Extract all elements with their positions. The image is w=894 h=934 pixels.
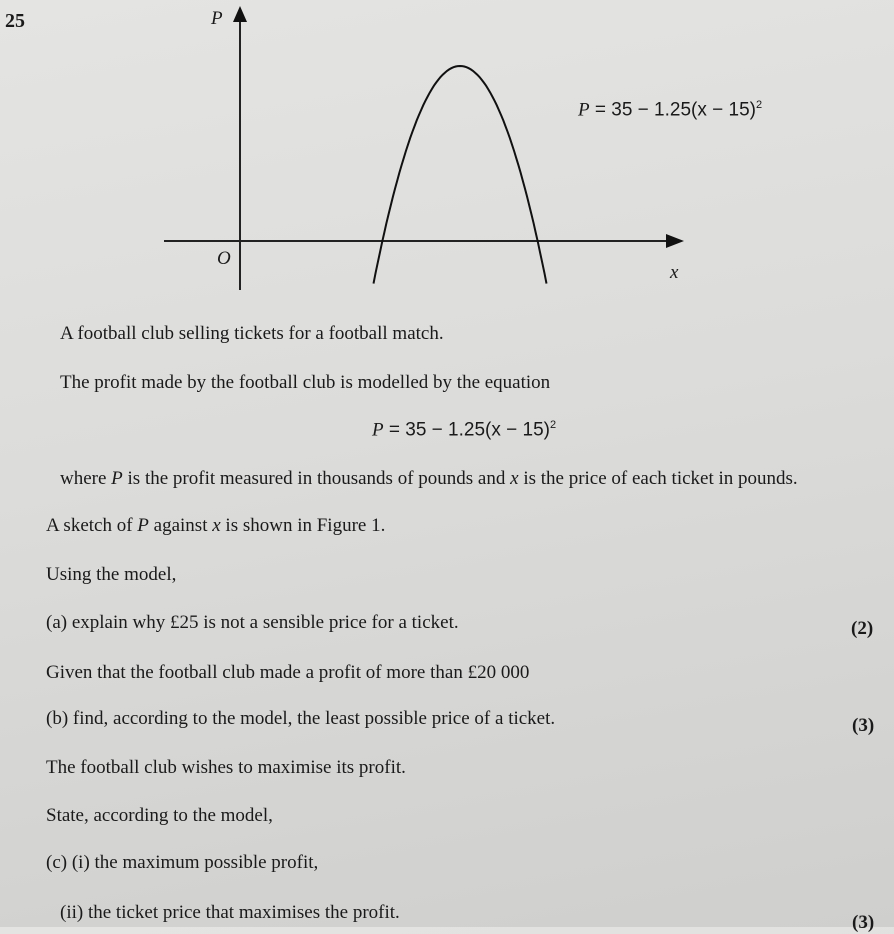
curve-equation-label	[578, 99, 762, 121]
profit-graph	[0, 0, 894, 300]
curve-label-p: P	[578, 99, 590, 121]
state-text: State, according to the model,	[46, 805, 273, 826]
part-b-text: (b) find, according to the model, the least possible price of a ticket.	[46, 708, 556, 729]
figure-1	[0, 0, 894, 300]
profit-sentence: The profit made by the football club is modelled by the equation	[60, 372, 551, 393]
part-c-ii-text: (ii) the ticket price that maximises the profit.	[60, 902, 400, 923]
y-axis-arrow	[233, 6, 247, 22]
part-a-text: (a) explain why £25 is not a sensible price for a ticket.	[46, 612, 459, 633]
equation-rhs: = 35 − 1.25(x − 15)	[388, 419, 550, 441]
curve-label-power: 2	[755, 99, 763, 111]
sketch-var-x: x	[212, 515, 221, 536]
sketch-sentence	[46, 515, 385, 537]
where-part-3: is the price of each ticket in pounds.	[518, 468, 798, 489]
where-sentence	[60, 468, 798, 490]
part-c-marks: (3)	[852, 912, 875, 933]
where-part-1: where	[60, 468, 112, 489]
profit-equation	[372, 419, 556, 441]
sketch-part-2: against	[148, 515, 213, 536]
origin-label: O	[217, 248, 231, 269]
curve-label-rhs: = 35 − 1.25(x − 15)	[594, 99, 756, 121]
part-a-marks: (2)	[851, 618, 874, 639]
x-axis-arrow	[666, 234, 684, 248]
sketch-var-p: P	[137, 515, 149, 536]
x-axis-label: x	[670, 262, 679, 283]
maximise-text: The football club wishes to maximise its profit.	[46, 757, 406, 778]
sketch-part-1: A sketch of	[46, 515, 138, 536]
sketch-part-3: is shown in Figure 1.	[220, 515, 386, 536]
part-b-marks: (3)	[852, 715, 875, 736]
y-axis-label: P	[211, 8, 223, 29]
where-var-p: P	[111, 468, 123, 489]
where-var-x: x	[510, 468, 519, 489]
equation-power: 2	[549, 419, 557, 431]
using-model-text: Using the model,	[46, 564, 177, 585]
intro-text: A football club selling tickets for a football match.	[60, 323, 444, 344]
part-c-i-text: (c) (i) the maximum possible profit,	[46, 852, 319, 873]
profit-curve	[374, 66, 547, 284]
given-profit-text: Given that the football club made a profit of more than £20 000	[46, 662, 530, 683]
where-part-2: is the profit measured in thousands of pounds and	[122, 468, 511, 489]
question-number: 25	[5, 10, 25, 32]
equation-lhs: P	[372, 419, 384, 441]
